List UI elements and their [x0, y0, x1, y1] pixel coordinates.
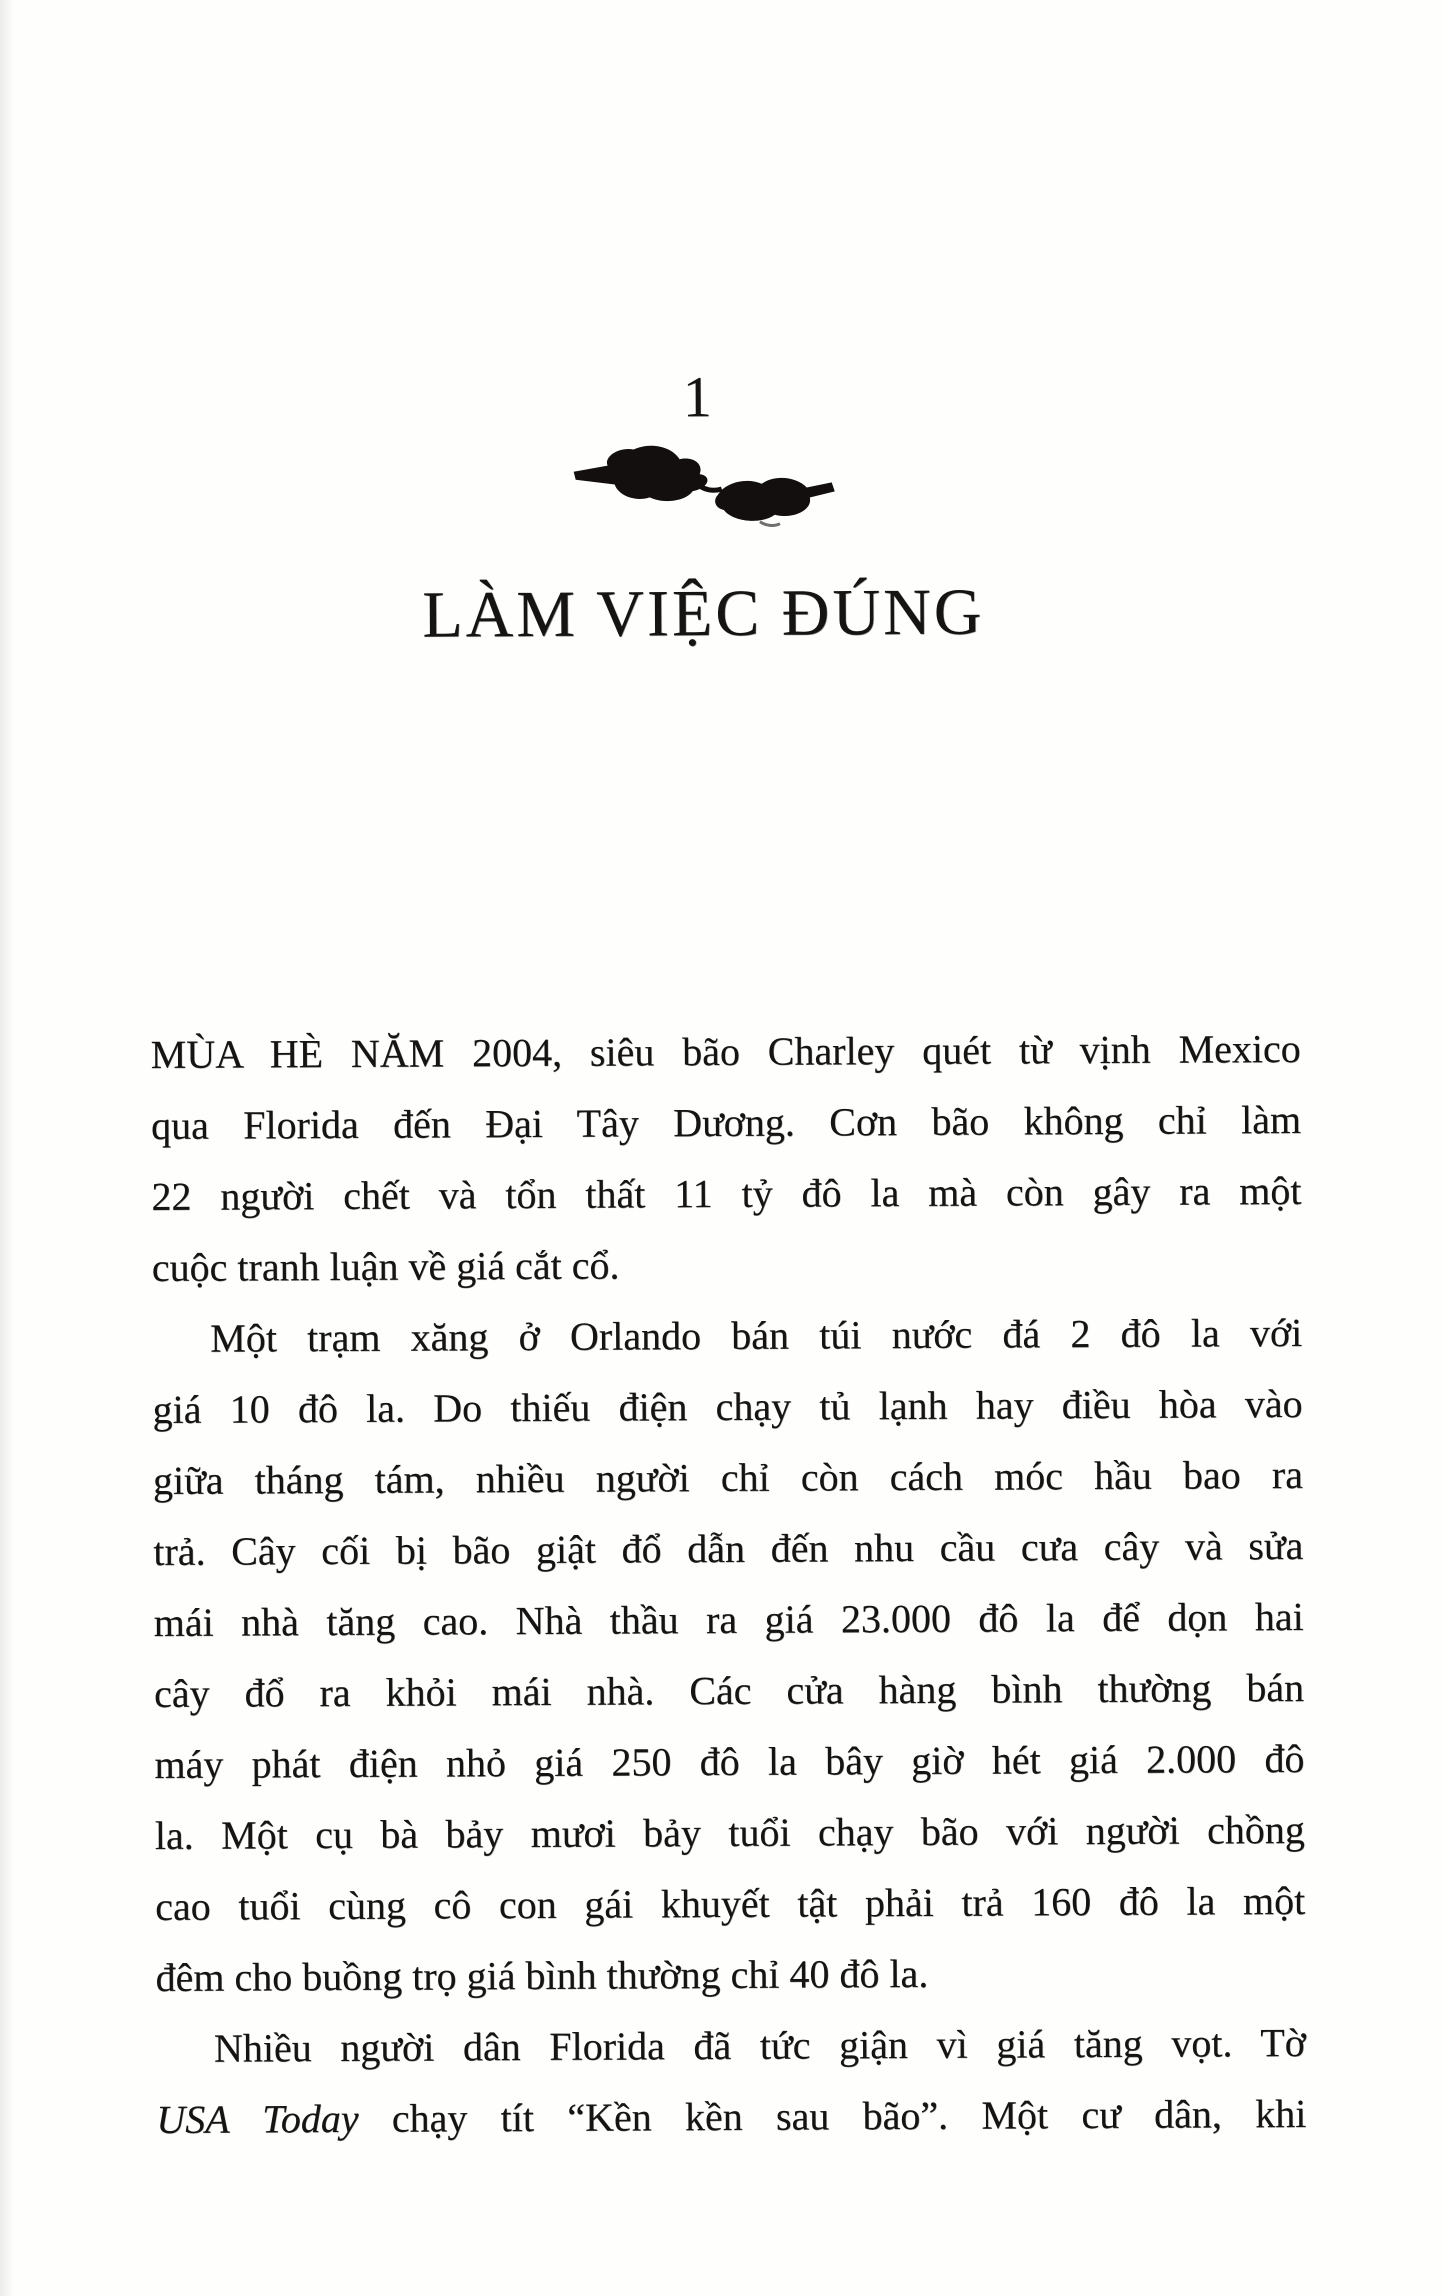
chapter-number: 1	[682, 364, 712, 430]
text-line	[155, 1794, 1305, 1871]
text-run: đêm cho buồng trọ giá bình thường chỉ 40 đô la.	[155, 1950, 929, 2000]
text-run: Một trạm xăng ở Orlando bán túi nước đá 2 đô la với	[210, 1309, 1303, 1361]
text-line	[153, 1439, 1303, 1516]
text-line	[152, 1297, 1302, 1374]
text-run: giá 10 đô la. Do thiếu điện chạy tủ lạnh hay điều hòa vào	[152, 1380, 1303, 1432]
ink-flourish-ornament-icon	[569, 437, 839, 533]
text-run: Nhiều người dân Florida đã tức giận vì giá tăng vọt. Tờ	[213, 2019, 1307, 2071]
body-text	[151, 1013, 1307, 2155]
text-line	[153, 1510, 1303, 1587]
text-line	[153, 1581, 1303, 1658]
text-run: giữa tháng tám, nhiều người chỉ còn cách móc hầu bao ra	[152, 1451, 1304, 1503]
text-run: MÙA HÈ NĂM 2004, siêu bão Charley quét từ vịnh Mexico	[150, 1025, 1301, 1077]
text-line	[151, 1084, 1301, 1161]
text-line	[155, 1865, 1305, 1942]
text-line	[152, 1226, 1302, 1303]
text-run: cuộc tranh luận về giá cắt cổ.	[151, 1242, 620, 1290]
text-line	[156, 2078, 1306, 2155]
text-run: mái nhà tăng cao. Nhà thầu ra giá 23.000 đô la để dọn hai	[153, 1593, 1304, 1645]
text-run: la. Một cụ bà bảy mươi bảy tuổi chạy bão với người chồng	[154, 1806, 1305, 1858]
text-run: qua Florida đến Đại Tây Dương. Cơn bão không chỉ làm	[150, 1096, 1302, 1148]
text-run: trả. Cây cối bị bão giật đổ dẫn đến nhu cầu cưa cây và sửa	[153, 1522, 1304, 1574]
text-run: chạy tít “Kền kền sau bão”. Một cư dân, khi	[358, 2090, 1307, 2141]
text-line	[151, 1155, 1301, 1232]
page-title: LÀM VIỆC ĐÚNG	[422, 575, 985, 652]
text-line	[156, 2007, 1306, 2084]
text-run: 22 người chết và tổn thất 11 tỷ đô la mà còn gây ra một	[151, 1167, 1302, 1219]
text-run: cao tuổi cùng cô con gái khuyết tật phải trả 160 đô la một	[155, 1877, 1306, 1929]
text-line	[155, 1936, 1305, 2013]
text-run: máy phát điện nhỏ giá 250 đô la bây giờ hét giá 2.000 đô	[154, 1735, 1305, 1787]
text-line	[152, 1368, 1302, 1445]
text-line	[154, 1652, 1304, 1729]
text-line	[151, 1013, 1301, 1090]
text-run: cây đổ ra khỏi mái nhà. Các cửa hàng bình thường bán	[153, 1664, 1305, 1716]
italic-run: USA Today	[156, 2095, 359, 2142]
text-line	[154, 1723, 1304, 1800]
